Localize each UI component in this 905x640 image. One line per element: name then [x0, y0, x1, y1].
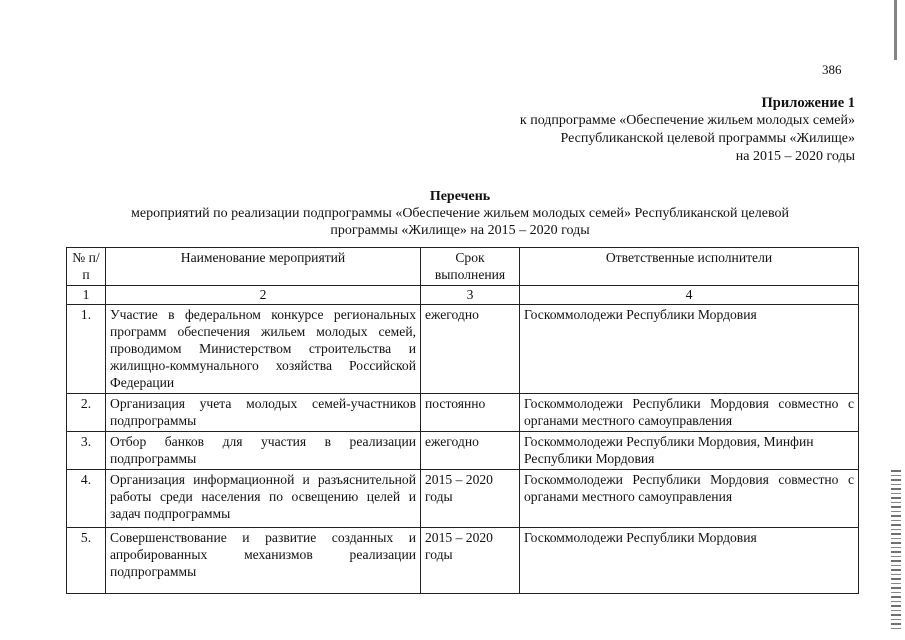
row-num: 3. [67, 432, 106, 470]
document-heading [60, 188, 860, 239]
row-num: 5. [67, 528, 106, 594]
row-term: 2015 – 2020 годы [421, 470, 520, 528]
row-num: 1. [67, 305, 106, 394]
table-row [67, 394, 859, 432]
row-executors: Госкоммолодежи Республики Мордовия, Минфин Республики Мордовия [520, 432, 859, 470]
scan-edge-mark [891, 470, 901, 630]
header-executors: Ответственные исполнители [520, 248, 859, 286]
row-executors: Госкоммолодежи Республики Мордовия [520, 305, 859, 394]
row-executors: Госкоммолодежи Республики Мордовия [520, 528, 859, 594]
row-name: Отбор банков для участия в реализации подпрограммы [106, 432, 421, 470]
appendix-line: на 2015 – 2020 годы [735, 149, 855, 164]
row-term: 2015 – 2020 годы [421, 528, 520, 594]
row-term: постоянно [421, 394, 520, 432]
row-num: 4. [67, 470, 106, 528]
appendix-line: Республиканской целевой программы «Жилище» [560, 131, 855, 146]
column-number: 1 [67, 286, 106, 305]
column-number-row [67, 286, 859, 305]
header-num: № п/п [67, 248, 106, 286]
column-number: 4 [520, 286, 859, 305]
appendix-title: Приложение 1 [761, 95, 855, 111]
row-num: 2. [67, 394, 106, 432]
table-row [67, 432, 859, 470]
row-executors: Госкоммолодежи Республики Мордовия совместно с органами местного самоуправления [520, 470, 859, 528]
heading-subtitle-line: мероприятий по реализации подпрограммы «Обеспечение жильем молодых семей» Республиканской целевой [131, 206, 789, 221]
appendix-block [520, 94, 855, 166]
row-name: Участие в федеральном конкурсе региональных программ обеспечения жильем молодых семей, проводимом Министерством строительства и жилищно-коммунального хозяйства Российской Федерации [106, 305, 421, 394]
row-executors: Госкоммолодежи Республики Мордовия совместно с органами местного самоуправления [520, 394, 859, 432]
page-number: 386 [822, 62, 842, 77]
row-name: Организация информационной и разъяснительной работы среди населения по освещению целей и задач подпрограммы [106, 470, 421, 528]
row-term: ежегодно [421, 432, 520, 470]
table-header-row [67, 248, 859, 286]
header-name: Наименование мероприятий [106, 248, 421, 286]
column-number: 2 [106, 286, 421, 305]
column-number: 3 [421, 286, 520, 305]
table-row [67, 470, 859, 528]
table-row [67, 528, 859, 594]
header-term: Срок выполнения [421, 248, 520, 286]
row-name: Организация учета молодых семей-участников подпрограммы [106, 394, 421, 432]
heading-title: Перечень [429, 189, 491, 204]
row-name: Совершенствование и развитие созданных и апробированных механизмов реализации подпрограммы [106, 528, 421, 594]
measures-table [66, 247, 859, 594]
table-row [67, 305, 859, 394]
heading-subtitle-line: программы «Жилище» на 2015 – 2020 годы [330, 223, 590, 238]
scan-edge-mark [894, 0, 897, 60]
row-term: ежегодно [421, 305, 520, 394]
appendix-line: к подпрограмме «Обеспечение жильем молодых семей» [519, 113, 855, 128]
